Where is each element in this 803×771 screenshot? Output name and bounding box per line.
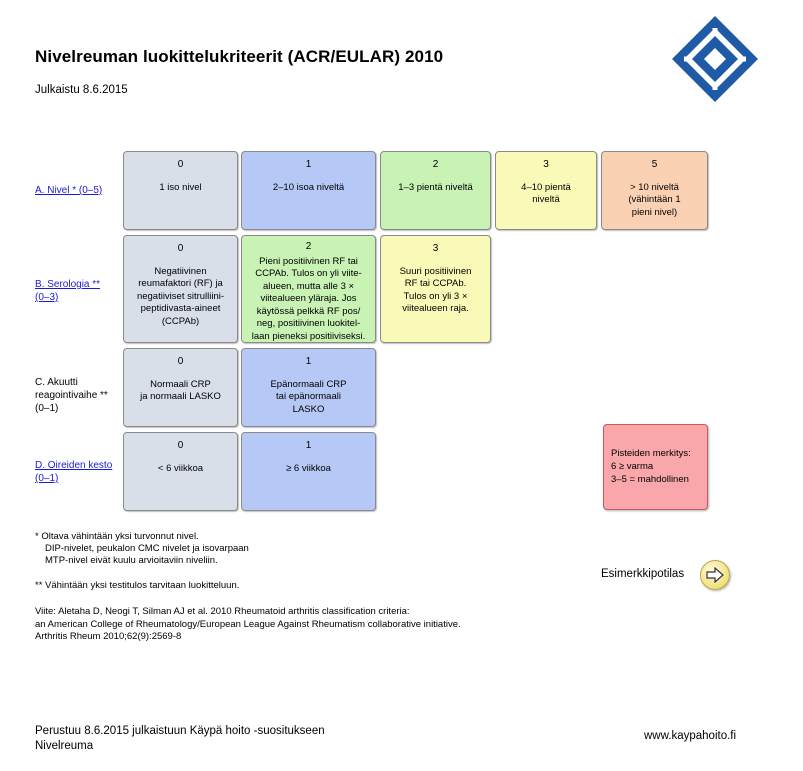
row-c-cell-1: 1 Epänormaali CRP tai epänormaali LASKO [241,348,376,427]
example-patient-label: Esimerkkipotilas [601,568,685,580]
row-b-cell-3: 3 Suuri positiivinen RF tai CCPAb. Tulos on yli 3 × viitealueen raja. [380,235,491,343]
row-a-cell-0: 0 1 iso nivel [123,151,238,230]
row-c-cell-0: 0 Normaali CRP ja normaali LASKO [123,348,238,427]
footer-source: Perustuu 8.6.2015 julkaistuun Käypä hoito -suositukseen [35,725,325,737]
page-title: Nivelreuman luokittelukriteerit (ACR/EULAR) 2010 [35,47,444,66]
score-heading: Pisteiden merkitys: [611,448,691,459]
row-a-label[interactable]: A. Nivel * (0–5) [35,185,103,196]
footnote-2: ** Vähintään yksi testitulos tarvitaan luokitteluun. [35,580,240,591]
reference-line: an American College of Rheumatology/European League Against Rheumatism collaborative initiative. [35,619,461,630]
score-interpretation-box [603,424,708,510]
published-date: Julkaistu 8.6.2015 [35,84,128,96]
row-a-cell-1: 1 2–10 isoa niveltä [241,151,376,230]
row-a-cell-3: 3 4–10 pientä niveltä [495,151,597,230]
score-line: 6 ≥ varma [611,461,654,472]
row-d-label[interactable]: D. Oireiden kesto (0–1) [35,460,113,484]
row-d-cell-0: 0 < 6 viikkoa [123,432,238,511]
row-d-cell-1: 1 ≥ 6 viikkoa [241,432,376,511]
row-b-label[interactable]: B. Serologia ** (0–3) [35,279,101,303]
row-b-cell-0: 0 Negatiivinen reumafaktori (RF) ja negatiiviset sitrulliini- peptidivasta-aineet (CCPAb) [123,235,238,343]
row-c-label: C. Akuutti reagointivaihe ** (0–1) [35,377,108,414]
reference-line: Viite: Aletaha D, Neogi T, Silman AJ et al. 2010 Rheumatoid arthritis classification criteria: [35,606,410,617]
footnote-1-detail: DIP-nivelet, peukalon CMC nivelet ja isovarpaan [45,543,249,554]
row-b-cell-2: 2 Pieni positiivinen RF tai CCPAb. Tulos on yli viite- alueen, mutta alle 3 × viitealueen ylärajа. Jos käytössä pelkkä RF pos/ neg, positiivinen luokitel- laan pieneksi positiiviseksi. [241,235,376,343]
score-line: 3–5 = mahdollinen [611,474,689,485]
reference-line: Arthritis Rheum 2010;62(9):2569-8 [35,631,182,642]
website-link[interactable]: www.kaypahoito.fi [644,730,737,742]
footnote-1-detail: MTP-nivel eivät kuulu arvioitaviin niveliin. [45,555,218,566]
footnote-1: * Oltava vähintään yksi turvonnut nivel. [35,531,199,542]
row-a-cell-5: 5 > 10 niveltä (vähintään 1 pieni nivel) [601,151,708,230]
example-patient-button[interactable] [700,560,730,590]
kaypahoito-diamond-logo-icon [670,14,760,104]
row-a-cell-2: 2 1–3 pientä niveltä [380,151,491,230]
footer-topic: Nivelreuma [35,740,94,752]
arrow-right-icon [706,567,724,583]
